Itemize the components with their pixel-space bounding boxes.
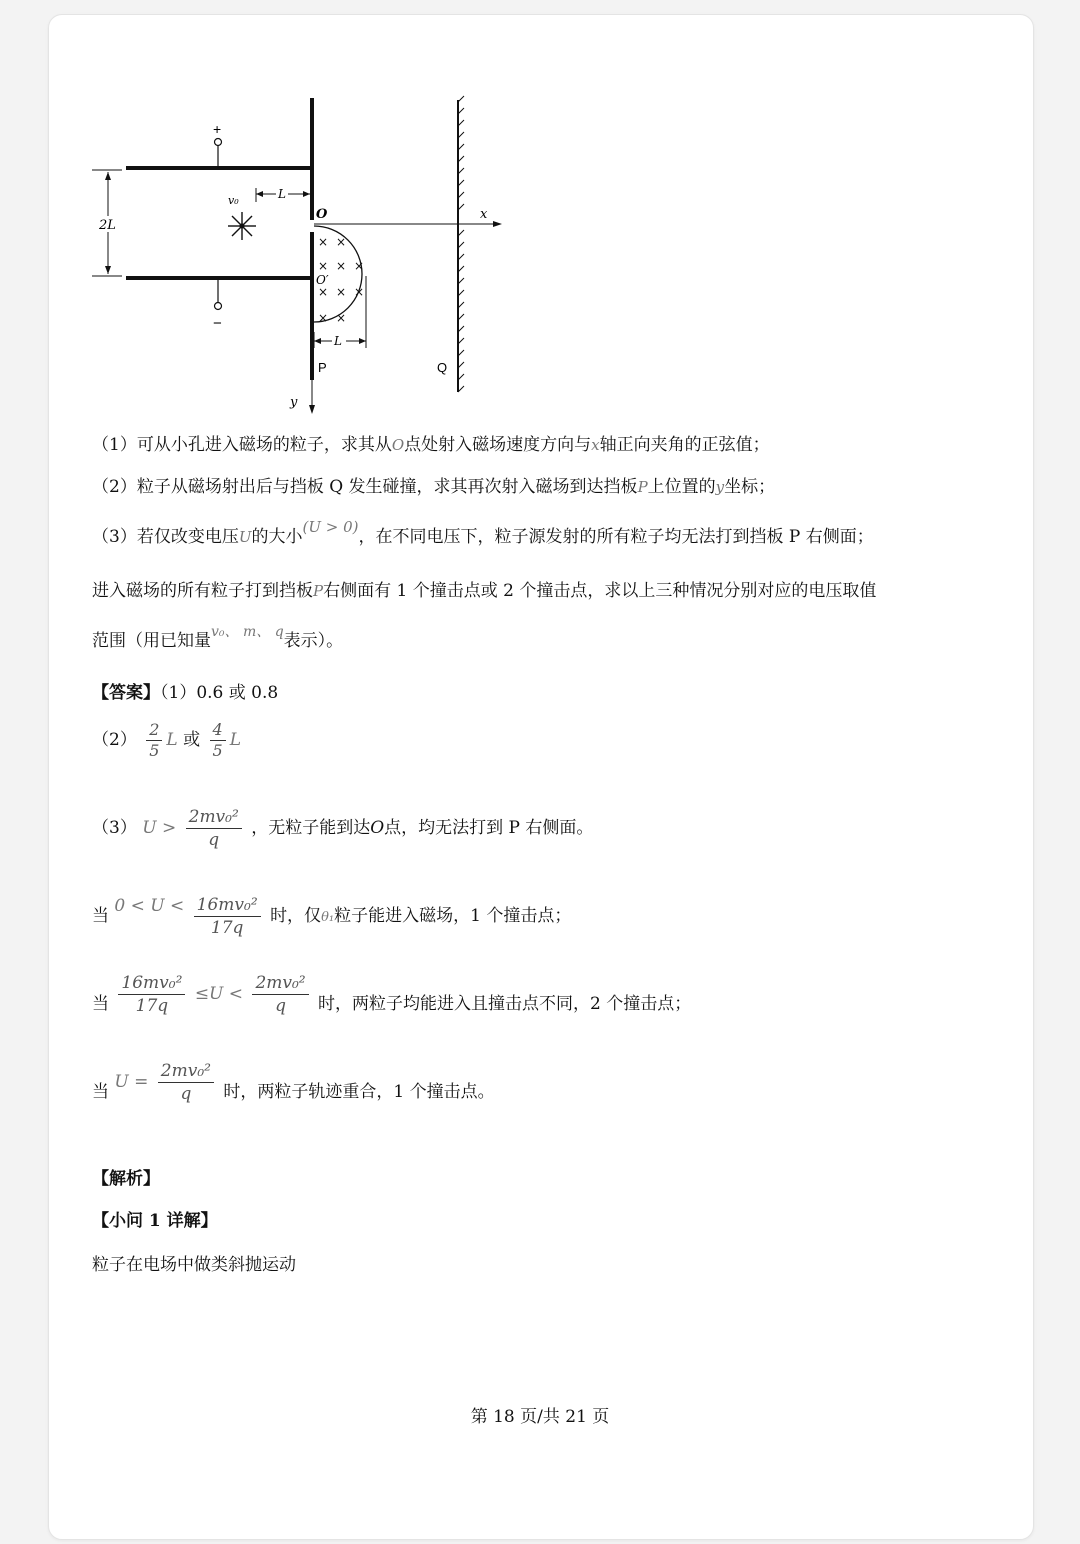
positive-terminal [215, 139, 222, 146]
answer-case-2: 当 $\frac{\text{16mv₀²}}{17q}$ ≤U < $\frac{\text{2mv₀²}}{q}$ 时，两粒子均能进入且撞击点不同，2 个撞击点； [92, 973, 692, 1016]
y-label: y [290, 395, 298, 410]
svg-text:×: × [354, 285, 365, 299]
analysis-heading: 【解析】 [92, 1169, 160, 1189]
analysis-subheading: 【小问 1 详解】 [92, 1211, 218, 1231]
question-1: （1）可从小孔进入磁场的粒子，求其从O点处射入磁场速度方向与x轴正向夹角的正弦值； [92, 435, 770, 455]
answer-line-1: 【答案】（1）0.6 或 0.8 [92, 683, 279, 703]
svg-text:×: × [336, 285, 347, 299]
L-bottom-label: L [334, 334, 342, 348]
answer-heading: 【答案】 [92, 683, 160, 703]
svg-text:×: × [354, 259, 365, 273]
question-3-line-3: 范围（用已知量$^{v_0、 m、 q}$表示）。 [92, 624, 344, 651]
answer-line-2: （2） $\frac{2}{5}$ L 或 $\frac{4}{5}$ L [92, 720, 242, 760]
negative-terminal [215, 303, 222, 310]
svg-text:×: × [336, 259, 347, 273]
question-2: （2）粒子从磁场射出后与挡板 Q 发生碰撞，求其再次射入磁场到达挡板P上位置的y坐标； [92, 477, 776, 497]
svg-text:×: × [318, 235, 329, 249]
L-top-label: L [278, 187, 286, 201]
analysis-body: 粒子在电场中做类斜抛运动 [92, 1255, 296, 1275]
page-number: 第 18 页/共 21 页 [470, 1407, 610, 1427]
two-L-label: 2L [99, 218, 116, 233]
P-label: P [318, 360, 327, 375]
question-3-line-2: 进入磁场的所有粒子打到挡板P右侧面有 1 个撞击点或 2 个撞击点，求以上三种情况分别对应的电压取值 [92, 581, 877, 601]
v0-label: v₀ [228, 194, 239, 207]
svg-text:×: × [318, 285, 329, 299]
plus-label: + [213, 121, 222, 137]
O-prime-label: O′ [316, 273, 329, 287]
answer-line-3: （3） U > $\frac{\text{2mv₀²}}{q}$ ，无粒子能到达O点，均无法打到 P 右侧面。 [92, 807, 594, 850]
svg-text:×: × [336, 311, 347, 325]
O-label: O [316, 207, 328, 222]
x-label: x [480, 207, 488, 222]
question-3-line-1: （3）若仅改变电压U的大小(U > 0)，在不同电压下，粒子源发射的所有粒子均无法打到挡板 P 右侧面； [92, 518, 874, 547]
answer-case-1: 当 0 < U < $\frac{\text{16mv₀²}}{17q}$ 时，仅θ₁粒子能进入磁场，1 个撞击点； [92, 895, 572, 938]
answer-case-3: 当 U = $\frac{\text{2mv₀²}}{q}$ 时，两粒子轨迹重合，1 个撞击点。 [92, 1061, 495, 1104]
svg-text:×: × [336, 235, 347, 249]
svg-text:×: × [318, 311, 329, 325]
Q-label: Q [437, 360, 448, 375]
physics-diagram [92, 92, 512, 422]
svg-text:×: × [318, 259, 329, 273]
minus-label: − [213, 315, 222, 332]
